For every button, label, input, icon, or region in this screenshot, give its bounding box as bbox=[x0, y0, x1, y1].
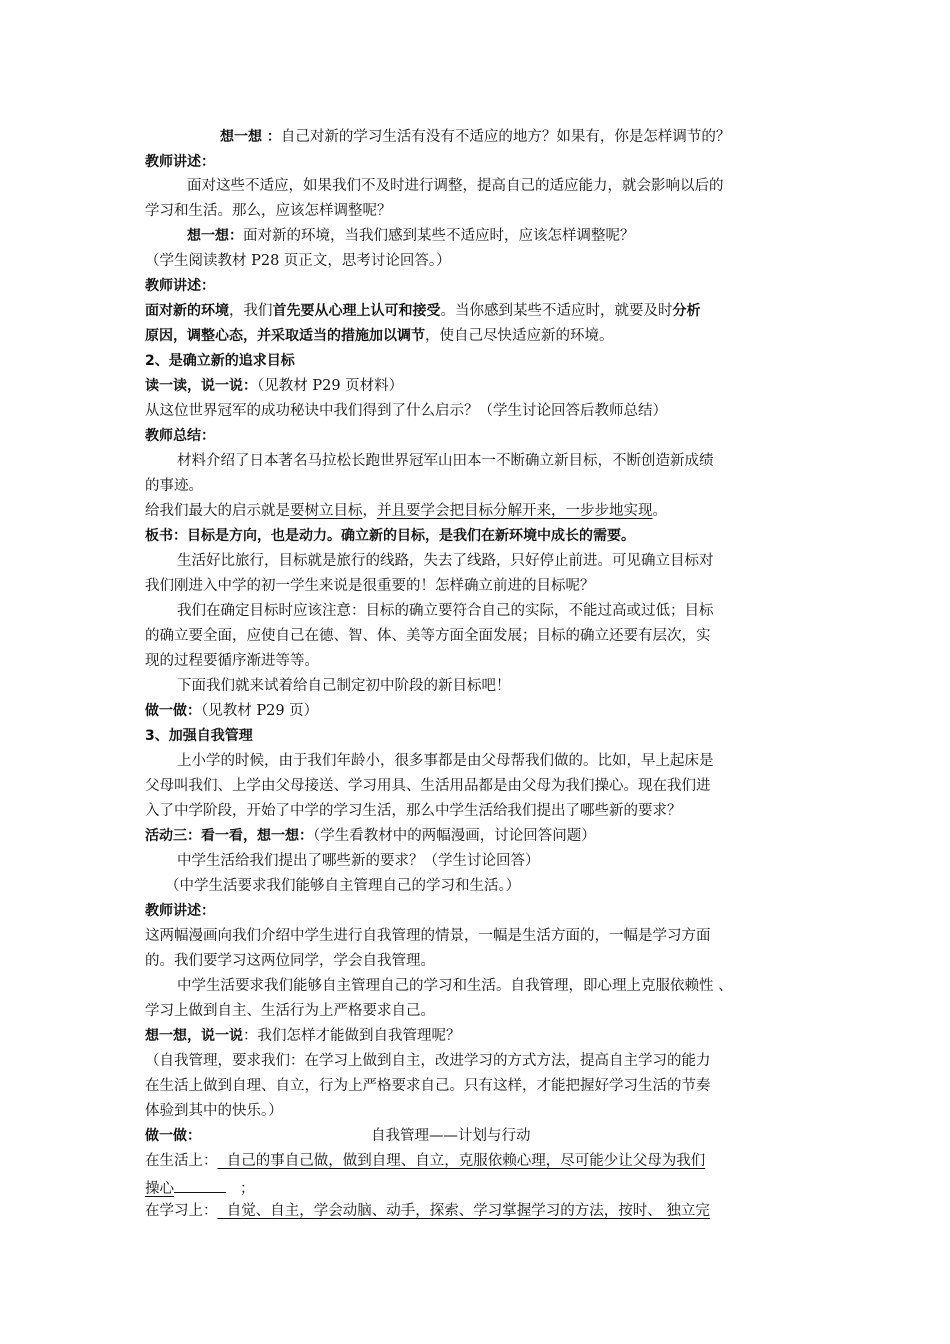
teacher-summary-heading: 教师总结： bbox=[145, 428, 215, 444]
blackboard-note: 板书：目标是方向，也是动力。确立新的目标，是我们在新环境中成长的需要。 bbox=[145, 528, 635, 544]
paragraph-line: 入了中学阶段，开始了中学的学习生活，那么中学生活给我们提出了哪些新的要求？ bbox=[145, 803, 682, 819]
life-fill-text: 自己的事自己做，做到自理、自立，克服依赖心理，尽可能少让父母为我们 bbox=[217, 1153, 706, 1169]
activity-three-prompt bbox=[145, 826, 815, 846]
paragraph-line: 中学生活给我们提出了哪些新的要求？（学生讨论回答） bbox=[177, 853, 540, 869]
fill-blank bbox=[174, 1176, 226, 1193]
think-prompt-2 bbox=[187, 226, 857, 246]
think-text: 面对新的环境，当我们感到某些不适应时，应该怎样调整呢？ bbox=[243, 228, 635, 244]
inspiration-line bbox=[145, 501, 815, 521]
text: ， bbox=[362, 503, 377, 519]
paragraph-line: 体验到其中的快乐。） bbox=[145, 1103, 283, 1119]
study-plan-line bbox=[145, 1201, 815, 1221]
do-label: 做一做： bbox=[145, 703, 201, 719]
life-plan-line bbox=[145, 1151, 815, 1171]
text: ，使自己尽快适应新的环境。 bbox=[425, 328, 614, 344]
read-text: （见教材 P29 页材料） bbox=[257, 378, 404, 394]
teacher-narration-heading-2: 教师讲述： bbox=[145, 278, 215, 294]
text: ，我们 bbox=[229, 303, 273, 319]
text: ； bbox=[240, 1181, 255, 1197]
read-prompt bbox=[145, 376, 815, 396]
underlined-text: 并且要学会把目标分解开来，一步步地实现 bbox=[377, 503, 653, 519]
think-prompt-1 bbox=[220, 127, 890, 147]
think-say-label: 想一想，说一说 bbox=[145, 1028, 243, 1044]
text: 。 bbox=[652, 503, 667, 519]
think-text: 自己对新的学习生活有没有不适应的地方？如果有，你是怎样调节的？ bbox=[280, 129, 731, 145]
key-point-line bbox=[145, 301, 815, 321]
paragraph-line: 材料介绍了日本著名马拉松长跑世界冠军山田本一不断确立新目标，不断创造新成绩 bbox=[177, 453, 714, 469]
paragraph-line: 的。我们要学习这两位同学，学会自我管理。 bbox=[145, 953, 435, 969]
paragraph-line: 生活好比旅行，目标就是旅行的线路，失去了线路，只好停止前进。可见确立目标对 bbox=[177, 553, 714, 569]
paragraph-line: （学生阅读教材 P28 页正文，思考讨论回答。） bbox=[145, 253, 451, 269]
study-label: 在学习上： bbox=[145, 1203, 218, 1219]
do-prompt-1 bbox=[145, 701, 815, 721]
section-heading-3: 3、加强自我管理 bbox=[145, 728, 253, 744]
paragraph-line: 父母叫我们、上学由父母接送、学习用具、生活用品都是由父母为我们操心。现在我们进 bbox=[145, 778, 711, 794]
text: 给我们最大的启示就是 bbox=[145, 503, 290, 519]
teacher-narration-heading-3: 教师讲述： bbox=[145, 903, 215, 919]
paragraph-line: 我们刚进入中学的初一学生来说是很重要的！怎样确立前进的目标呢？ bbox=[145, 578, 595, 594]
think-label: 想一想 ： bbox=[220, 129, 281, 145]
bold-text: 面对新的环境 bbox=[145, 303, 229, 319]
do-prompt-2 bbox=[145, 1126, 815, 1146]
paragraph-line: 下面我们就来试着给自己制定初中阶段的新目标吧！ bbox=[177, 678, 511, 694]
do-text: （见教材 P29 页） bbox=[201, 703, 319, 719]
paragraph-line: 我们在确定目标时应该注意：目标的确立要符合自己的实际，不能过高或过低；目标 bbox=[177, 603, 714, 619]
teacher-narration-heading-1: 教师讲述： bbox=[145, 154, 215, 170]
paragraph-line: 从这位世界冠军的成功秘诀中我们得到了什么启示？（学生讨论回答后教师总结） bbox=[145, 403, 667, 419]
paragraph-line: 中学生活要求我们能够自主管理自己的学习和生活。自我管理，即心理上克服依赖性 、 bbox=[177, 978, 733, 994]
bold-text: 原因，调整心态，并采取适当的措施加以调节 bbox=[145, 328, 425, 344]
paragraph-line: 学习上做到自主、生活行为上严格要求自己。 bbox=[145, 1003, 435, 1019]
section-heading-2: 2、是确立新的追求目标 bbox=[145, 353, 295, 369]
paragraph-line: 的事迹。 bbox=[145, 478, 203, 494]
paragraph-line: 的确立要全面，应使自己在德、智、体、美等方面全面发展；目标的确立还要有层次，实 bbox=[145, 628, 711, 644]
paragraph-line: （自我管理，要求我们：在学习上做到自主，改进学习的方式方法，提高自主学习的能力 bbox=[145, 1053, 711, 1069]
think-say-prompt bbox=[145, 1026, 815, 1046]
do-label: 做一做： bbox=[145, 1128, 201, 1144]
paragraph-line: 在生活上做到自理、自立，行为上严格要求自己。只有这样，才能把握好学习生活的节奏 bbox=[145, 1078, 711, 1094]
read-label: 读一读，说一说： bbox=[145, 378, 257, 394]
bold-text: 分析 bbox=[672, 303, 701, 319]
bold-text: 首先要从心理上认可和接受 bbox=[272, 303, 441, 319]
plan-title: 自我管理——计划与行动 bbox=[371, 1128, 531, 1144]
paragraph-line: 上小学的时候，由于我们年龄小，很多事都是由父母帮我们做的。比如，早上起床是 bbox=[177, 753, 714, 769]
life-fill-text: 操心 bbox=[145, 1181, 174, 1197]
paragraph-line: 现的过程要循序渐进等等。 bbox=[145, 653, 319, 669]
think-label: 想一想： bbox=[187, 228, 243, 244]
text: 。当你感到某些不适应时，就要及时 bbox=[440, 303, 673, 319]
activity-text: （学生看教材中的两幅漫画，讨论回答问题） bbox=[313, 828, 596, 844]
life-label: 在生活上： bbox=[145, 1153, 218, 1169]
paragraph-line: （中学生活要求我们能够自主管理自己的学习和生活。） bbox=[165, 878, 521, 894]
underlined-text: 要树立目标 bbox=[290, 503, 363, 519]
think-say-text: ：我们怎样才能做到自我管理呢？ bbox=[243, 1028, 461, 1044]
life-plan-line-cont bbox=[145, 1176, 815, 1199]
paragraph-line: 面对这些不适应，如果我们不及时进行调整，提高自己的适应能力，就会影响以后的 bbox=[187, 178, 724, 194]
activity-label: 活动三：看一看，想一想： bbox=[145, 828, 313, 844]
paragraph-line: 这两幅漫画向我们介绍中学生进行自我管理的情景，一幅是生活方面的，一幅是学习方面 bbox=[145, 928, 711, 944]
study-fill-text: 自觉、自主，学会动脑、动手，探索、学习掌握学习的方法，按时、 独立完 bbox=[217, 1203, 710, 1219]
paragraph-line: 学习和生活。那么，应该怎样调整呢？ bbox=[145, 203, 392, 219]
key-point-line bbox=[145, 326, 815, 346]
